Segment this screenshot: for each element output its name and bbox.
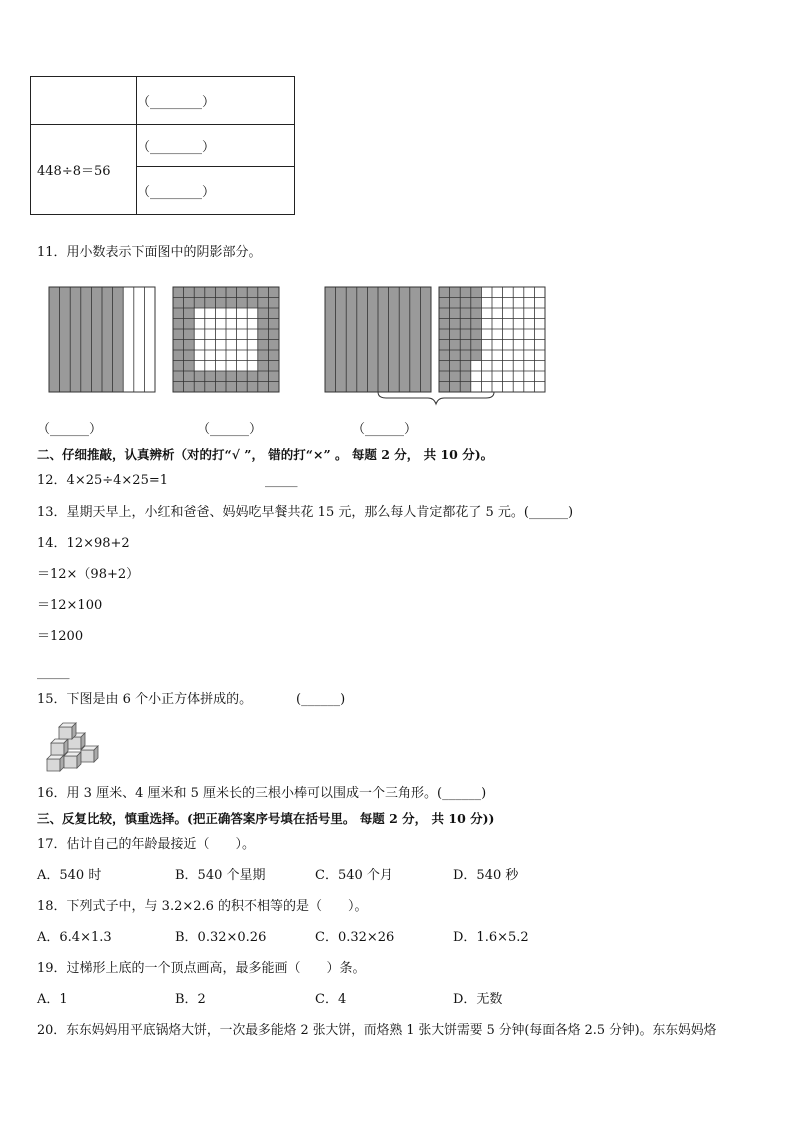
question-14-line-4: ＝1200 — [37, 629, 84, 644]
table-cell-empty — [31, 77, 137, 125]
question-14-line-2: ＝12×（98+2） — [37, 567, 140, 582]
figure-grid-partial — [438, 286, 546, 393]
answer-table — [30, 76, 295, 215]
figure-grid-border — [172, 286, 280, 393]
question-12: 12．4×25÷4×25=1 — [37, 473, 169, 488]
answer-blank-15[interactable]: (______) — [296, 692, 346, 707]
option-d[interactable]: D．540 秒 — [453, 868, 519, 883]
question-19: 19．过梯形上底的一个顶点画高，最多能画（ ）条。 — [37, 961, 366, 976]
table-answer-blank[interactable]: （________） — [137, 125, 295, 167]
question-17: 17．估计自己的年龄最接近（ ）。 — [37, 837, 256, 852]
question-16: 16．用 3 厘米、4 厘米和 5 厘米长的三根小棒可以围成一个三角形。(______) — [37, 786, 487, 801]
answer-blank-1[interactable]: （______） — [37, 422, 103, 437]
section-2-heading: 二、仔细推敲，认真辨析（对的打“√ ”， 错的打“×” 。 每题 2 分， 共 10 分)。 — [37, 447, 494, 462]
option-a[interactable]: A．540 时 — [37, 868, 102, 883]
question-20: 20．东东妈妈用平底锅烙大饼，一次最多能烙 2 张大饼，而烙熟 1 张大饼需要 5 分钟(每面各烙 2.5 分钟)。东东妈妈烙 — [37, 1023, 717, 1038]
answer-blank-12[interactable]: _____ — [265, 473, 298, 488]
question-18: 18．下列式子中，与 3.2×2.6 的积不相等的是（ ）。 — [37, 899, 368, 914]
figure-columns — [48, 286, 156, 393]
option-c[interactable]: C．0.32×26 — [315, 930, 395, 945]
table-answer-blank[interactable]: （________） — [137, 167, 295, 215]
option-d[interactable]: D．无数 — [453, 992, 503, 1007]
cube-stack-image — [44, 719, 100, 773]
answer-blank-3[interactable]: （______） — [352, 422, 418, 437]
option-a[interactable]: A．1 — [37, 992, 68, 1007]
option-d[interactable]: D．1.6×5.2 — [453, 930, 529, 945]
table-answer-blank[interactable]: （________） — [137, 77, 295, 125]
option-b[interactable]: B．0.32×0.26 — [175, 930, 267, 945]
section-3-heading: 三、反复比较，慎重选择。(把正确答案序号填在括号里。 每题 2 分， 共 10 分)) — [37, 811, 495, 826]
question-11: 11．用小数表示下面图中的阴影部分。 — [37, 245, 262, 260]
question-13: 13．星期天早上，小红和爸爸、妈妈吃早餐共花 15 元，那么每人肯定都花了 5 元。(______) — [37, 505, 574, 520]
question-14-line-3: ＝12×100 — [37, 598, 103, 613]
option-b[interactable]: B．2 — [175, 992, 206, 1007]
table-equation: 448÷8＝56 — [31, 125, 137, 215]
figure-columns-full — [324, 286, 432, 393]
option-c[interactable]: C．4 — [315, 992, 347, 1007]
option-a[interactable]: A．6.4×1.3 — [37, 930, 112, 945]
brace — [376, 390, 496, 406]
question-15: 15．下图是由 6 个小正方体拼成的。 — [37, 692, 253, 707]
option-b[interactable]: B．540 个星期 — [175, 868, 266, 883]
question-14-line-1: 14．12×98+2 — [37, 536, 130, 551]
answer-blank-14[interactable]: _____ — [37, 665, 70, 680]
option-c[interactable]: C．540 个月 — [315, 868, 393, 883]
answer-blank-2[interactable]: （______） — [197, 422, 263, 437]
